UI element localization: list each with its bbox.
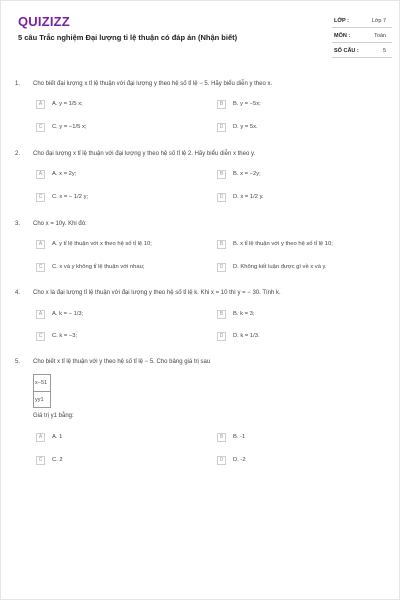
table-row-x: x−51 — [35, 380, 48, 386]
option-letter-box: A — [36, 240, 45, 249]
option-letter-box: C — [36, 332, 45, 341]
question-number: 5. — [15, 359, 21, 365]
option-letter-box: D — [217, 123, 226, 132]
option-letter-box: D — [217, 263, 226, 272]
question-text: Cho biết x tỉ lệ thuận với y theo hệ số tỉ lệ − 5. Cho bảng giá trị sau — [33, 359, 211, 365]
option-text: C. 2 — [52, 457, 63, 463]
option-letter-box: D — [217, 456, 226, 465]
option-letter-box: A — [36, 100, 45, 109]
option-letter-box: B — [217, 170, 226, 179]
question-text: Cho x = 10y. Khi đó: — [33, 221, 87, 227]
option-text: D. y = 5x. — [233, 124, 258, 130]
option-letter-box: C — [36, 193, 45, 202]
option-letter-box: B — [217, 310, 226, 319]
count-value: 5 — [382, 48, 386, 54]
table-row-y: yy1 — [35, 397, 44, 403]
option-text: D. -2 — [233, 457, 246, 463]
question-number: 3. — [15, 221, 21, 227]
option-letter-box: C — [36, 456, 45, 465]
question-number: 4. — [15, 290, 21, 296]
question-number: 2. — [15, 151, 21, 157]
option-text: B. k = 3; — [233, 311, 255, 317]
option-text: D. Không kết luận được gì về x và y. — [233, 264, 327, 270]
question-text: Cho x là đại lượng tỉ lệ thuận với đại lượng y theo hệ số tỉ lệ k. Khi x = 10 thì y = − 30. Tính k. — [33, 290, 281, 296]
option-letter-box: B — [217, 240, 226, 249]
option-text: B. x tỉ lệ thuận với y theo hệ số tỉ lệ 10; — [233, 241, 333, 247]
subject-label: MÔN : — [334, 33, 351, 39]
value-table — [33, 374, 51, 408]
option-letter-box: C — [36, 263, 45, 272]
class-label: LỚP : — [334, 18, 349, 24]
meta-row-class — [332, 13, 392, 28]
class-value: Lớp 7 — [371, 18, 386, 24]
count-label: SỐ CÂU : — [334, 48, 359, 54]
meta-row-count — [332, 43, 392, 58]
option-letter-box: D — [217, 332, 226, 341]
subject-value: Toán — [374, 33, 386, 39]
option-text: C. x = − 1/2 y; — [52, 194, 89, 200]
option-letter-box: A — [36, 433, 45, 442]
option-letter-box: A — [36, 310, 45, 319]
meta-box — [332, 13, 392, 58]
option-letter-box: B — [217, 100, 226, 109]
quizizz-logo: QUIZIZZ — [18, 14, 70, 29]
option-text: A. 1 — [52, 434, 63, 440]
option-text: A. y = 1/5 x; — [52, 101, 83, 107]
question-text: Cho biết đại lượng x tỉ lệ thuận với đại lượng y theo hệ số tỉ lệ − 5. Hãy biểu diễn y theo x. — [33, 81, 273, 87]
option-letter-box: D — [217, 193, 226, 202]
option-text: D. k = 1/3. — [233, 333, 260, 339]
option-text: C. k = −3; — [52, 333, 78, 339]
document-title: 5 câu Trắc nghiệm Đại lượng tỉ lệ thuận có đáp án (Nhận biết) — [18, 33, 238, 42]
question-text: Cho đại lượng x tỉ lệ thuận với đại lượng y theo hệ số tỉ lệ 2. Hãy biểu diễn x theo y. — [33, 151, 256, 157]
option-letter-box: A — [36, 170, 45, 179]
option-text: B. y = −5x; — [233, 101, 261, 107]
question-subtext: Giá trị y1 bằng: — [33, 413, 74, 419]
option-text: B. -1 — [233, 434, 246, 440]
question-number: 1. — [15, 81, 21, 87]
option-text: C. x và y không tỉ lệ thuận với nhau; — [52, 264, 145, 270]
option-text: A. x = 2y; — [52, 171, 77, 177]
option-text: A. y tỉ lệ thuận với x theo hệ số tỉ lệ 10; — [52, 241, 152, 247]
meta-row-subject — [332, 28, 392, 43]
option-letter-box: C — [36, 123, 45, 132]
option-letter-box: B — [217, 433, 226, 442]
option-text: C. y = −1/5 x; — [52, 124, 87, 130]
option-text: B. x = −2y; — [233, 171, 261, 177]
option-text: A. k = − 1/3; — [52, 311, 84, 317]
option-text: D. x = 1/2 y. — [233, 194, 264, 200]
